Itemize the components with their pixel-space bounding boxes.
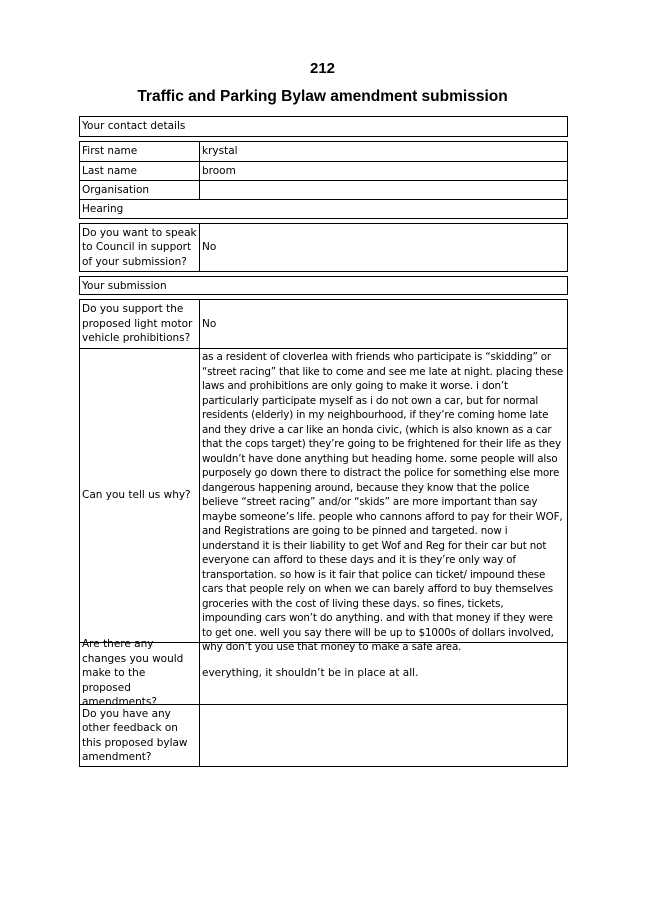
field-value [200,705,567,766]
field-label: Organisation [80,181,200,199]
field-label: Do you support the proposed light motor vehicle prohibitions? [80,300,200,348]
field-row-support-prohibitions [79,299,568,349]
section-header-contact: Your contact details [79,116,568,137]
field-value: No [202,241,217,254]
document-title: Traffic and Parking Bylaw amendment submission [137,88,508,105]
field-label: Last name [80,162,200,180]
page-number: 212 [309,60,336,77]
field-value: as a resident of cloverlea with friends who participate is “skidding” or “street racing” that like to come and see me late at night. placing these laws and prohibitions are only going to make it worse. i don’t particularly participate myself as i do not own a car, but for normal residents (elderly) in my neighbourhood, if they’re coming home late and they drive a car like an honda civic, (which is also known as a car that the cops target) they’re going to be frightened for their life as they wouldn’t have done anything but heading home. some people will also purposely go down there to distract the police for something else more dangerous happening around, because they know that the police believe “street racing” and/or “skids” are more important than say maybe someone’s life. people who cannons afford to pay for their WOF, and Registrations are going to be pinned and targeted. now i understand it is their liability to get Wof and Reg for their car but not everyone can afford to these days and it is they’re only way of transportation. so how is it fair that police can ticket/ impound these cars that people rely on when we can barely afford to buy themselves groceries with the cost of living these days. so fines, tickets, impounding cars won’t do anything. and with that money if they were to get one. well you say there will be up to $1000s of dollars involved, why don’t you use that money to make a safe area. [202,351,564,653]
field-row-organisation [79,181,568,200]
field-label: First name [80,142,200,161]
field-row-tell-us-why [79,349,568,653]
field-value: everything, it shouldn’t be in place at all. [202,667,419,680]
field-row-first-name [79,141,568,162]
field-label: Can you tell us why? [80,349,200,642]
field-value: No [202,317,217,330]
field-value [200,181,567,199]
field-label: Are there any changes you would make to the proposed amendments? [80,643,200,704]
field-row-other-feedback [79,705,568,767]
field-value: broom [202,164,236,177]
field-row-changes [79,638,568,709]
field-row-last-name [79,162,568,181]
field-label: Do you have any other feedback on this proposed bylaw amendment? [80,705,200,766]
submission-form [79,116,568,767]
section-header-submission: Your submission [79,276,568,295]
field-label: Do you want to speak to Council in support of your submission? [80,224,200,271]
section-header-hearing: Hearing [79,200,568,219]
field-value: krystal [202,145,238,158]
field-row-speak-to-council [79,223,568,272]
